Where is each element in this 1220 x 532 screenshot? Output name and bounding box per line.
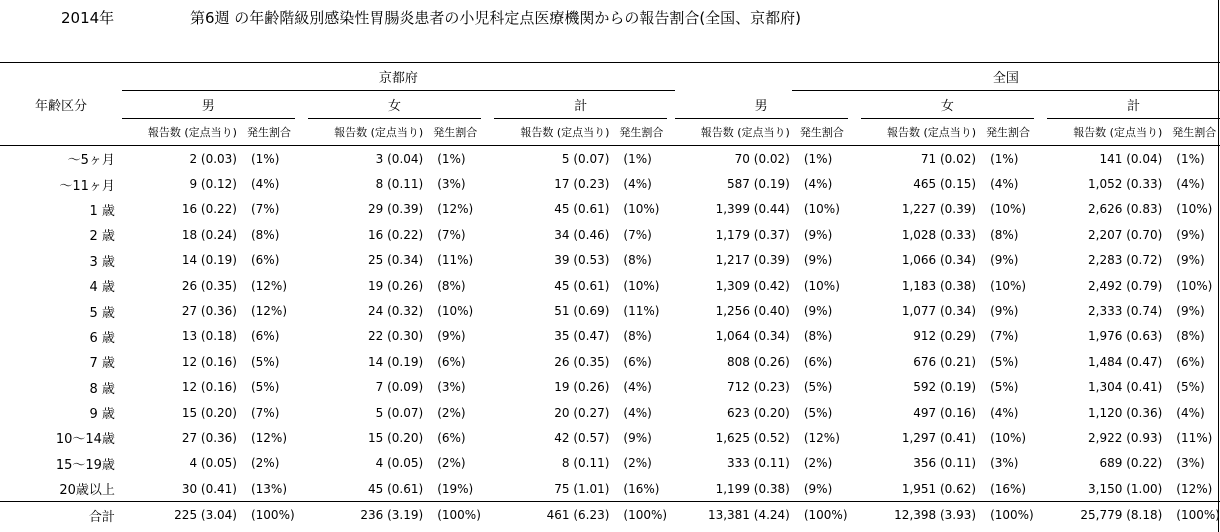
rate-cell: (1%) <box>250 151 280 166</box>
report-count-cell: 1,052 (0.33) <box>1088 177 1163 192</box>
report-count-cell: 808 (0.26) <box>727 354 790 369</box>
report-count-cell: 333 (0.11) <box>727 456 790 471</box>
rate-cell: (9%) <box>990 304 1019 319</box>
rate-cell: (100%) <box>792 502 848 529</box>
report-count-cell: 2,333 (0.74) <box>1088 304 1163 319</box>
count-subheader: 報告数 (定点当り) <box>861 119 978 146</box>
sex-header: 男 <box>675 91 848 119</box>
report-count-cell: 1,064 (0.34) <box>715 329 790 344</box>
rate-cell: (1%) <box>1176 151 1205 166</box>
report-count-cell: 19 (0.26) <box>554 380 610 395</box>
rate-cell: (5%) <box>250 354 280 369</box>
report-count-cell: 42 (0.57) <box>554 430 610 445</box>
report-count-cell: 15 (0.20) <box>181 405 237 420</box>
rate-cell: (3%) <box>990 456 1019 471</box>
report-count-cell: 2,626 (0.83) <box>1088 202 1163 217</box>
report-count-cell: 1,976 (0.63) <box>1088 329 1163 344</box>
rate-cell: (100%) <box>611 502 667 529</box>
report-count-cell: 13,381 (4.24) <box>675 502 792 529</box>
sex-header: 計 <box>1047 91 1220 119</box>
rate-cell: (9%) <box>803 481 833 496</box>
rate-cell: (4%) <box>1176 405 1205 420</box>
report-count-cell: 27 (0.36) <box>181 304 237 319</box>
report-count-cell: 39 (0.53) <box>554 253 610 268</box>
rate-cell: (9%) <box>1176 227 1205 242</box>
rate-cell: (4%) <box>803 177 833 192</box>
rate-cell: (2%) <box>623 456 652 471</box>
report-count-cell: 592 (0.19) <box>913 380 977 395</box>
rate-cell: (4%) <box>990 405 1019 420</box>
report-count-cell: 7 (0.09) <box>375 380 424 395</box>
rate-cell: (10%) <box>1176 202 1213 217</box>
report-count-cell: 15 (0.20) <box>368 430 424 445</box>
rate-cell: (6%) <box>250 329 280 344</box>
report-count-cell: 912 (0.29) <box>913 329 977 344</box>
report-count-cell: 27 (0.36) <box>181 430 237 445</box>
rate-cell: (7%) <box>990 329 1019 344</box>
count-subheader: 報告数 (定点当り) <box>494 119 611 146</box>
rate-cell: (5%) <box>803 380 833 395</box>
table-row <box>0 375 1220 400</box>
report-count-cell: 1,297 (0.41) <box>901 430 977 445</box>
rate-cell: (2%) <box>437 456 466 471</box>
report-count-cell: 18 (0.24) <box>181 227 237 242</box>
report-count-cell: 2 (0.03) <box>189 151 237 166</box>
sex-header: 女 <box>308 91 481 119</box>
rate-cell: (10%) <box>990 430 1027 445</box>
rate-cell: (4%) <box>623 380 652 395</box>
rate-cell: (9%) <box>803 227 833 242</box>
report-count-cell: 1,183 (0.38) <box>901 278 977 293</box>
age-group-label: 10～14歳 <box>55 432 115 448</box>
report-count-cell: 4 (0.05) <box>189 456 237 471</box>
rate-cell: (7%) <box>250 405 280 420</box>
report-count-cell: 13 (0.18) <box>181 329 237 344</box>
report-count-cell: 2,492 (0.79) <box>1088 278 1163 293</box>
report-count-cell: 22 (0.30) <box>368 329 424 344</box>
report-count-cell: 75 (1.01) <box>554 481 610 496</box>
rate-cell: (9%) <box>437 329 466 344</box>
rate-cell: (100%) <box>1164 502 1220 529</box>
rate-cell: (8%) <box>1176 329 1205 344</box>
report-count-cell: 45 (0.61) <box>554 202 610 217</box>
rate-cell: (11%) <box>623 304 660 319</box>
rate-cell: (8%) <box>990 227 1019 242</box>
count-subheader: 報告数 (定点当り) <box>1047 119 1164 146</box>
table-row <box>0 451 1220 476</box>
rate-cell: (9%) <box>990 253 1019 268</box>
count-subheader: 報告数 (定点当り) <box>122 119 239 146</box>
rate-cell: (9%) <box>803 253 833 268</box>
report-count-cell: 14 (0.19) <box>181 253 237 268</box>
table-row <box>0 222 1220 247</box>
report-count-cell: 225 (3.04) <box>122 502 239 529</box>
rate-cell: (8%) <box>803 329 833 344</box>
sub-header-row <box>0 119 1220 146</box>
report-count-cell: 5 (0.07) <box>561 151 610 166</box>
rate-cell: (10%) <box>803 278 840 293</box>
report-count-cell: 12,398 (3.93) <box>861 502 978 529</box>
age-group-label: 合計 <box>0 502 122 529</box>
rate-cell: (10%) <box>990 278 1027 293</box>
total-row <box>0 502 1220 529</box>
report-count-cell: 461 (6.23) <box>494 502 611 529</box>
rate-cell: (1%) <box>623 151 652 166</box>
table-row <box>0 324 1220 349</box>
report-count-cell: 676 (0.21) <box>913 354 977 369</box>
rate-cell: (3%) <box>437 380 466 395</box>
rate-cell: (2%) <box>250 456 280 471</box>
report-count-cell: 1,179 (0.37) <box>715 227 790 242</box>
report-count-cell: 25,779 (8.18) <box>1047 502 1164 529</box>
age-group-label: 7 歳 <box>89 356 115 372</box>
age-group-label: 15～19歳 <box>55 457 115 473</box>
table-row <box>0 146 1220 172</box>
rate-cell: (10%) <box>803 202 840 217</box>
age-group-label: 9 歳 <box>89 407 115 423</box>
report-count-cell: 1,399 (0.44) <box>715 202 790 217</box>
rate-cell: (10%) <box>990 202 1027 217</box>
report-count-cell: 24 (0.32) <box>368 304 424 319</box>
age-group-label: 6 歳 <box>89 330 115 346</box>
rate-cell: (5%) <box>803 405 833 420</box>
table-body <box>0 146 1220 529</box>
report-count-cell: 1,066 (0.34) <box>901 253 977 268</box>
rate-cell: (100%) <box>239 502 295 529</box>
sex-header-row <box>0 91 1220 119</box>
table-row <box>0 349 1220 374</box>
rate-subheader: 発生割合 <box>239 119 295 146</box>
rate-cell: (6%) <box>803 354 833 369</box>
rate-cell: (9%) <box>803 304 833 319</box>
report-count-cell: 8 (0.11) <box>375 177 424 192</box>
table-row <box>0 248 1220 273</box>
rate-cell: (10%) <box>623 278 660 293</box>
rate-cell: (9%) <box>623 430 652 445</box>
report-count-cell: 9 (0.12) <box>189 177 237 192</box>
report-count-cell: 623 (0.20) <box>727 405 790 420</box>
rate-cell: (6%) <box>623 354 652 369</box>
report-count-cell: 2,207 (0.70) <box>1088 227 1163 242</box>
report-count-cell: 141 (0.04) <box>1099 151 1163 166</box>
sex-header: 計 <box>494 91 667 119</box>
report-count-cell: 16 (0.22) <box>368 227 424 242</box>
table-row <box>0 273 1220 298</box>
rate-cell: (12%) <box>250 304 288 319</box>
report-count-cell: 16 (0.22) <box>181 202 237 217</box>
report-count-cell: 2,922 (0.93) <box>1088 430 1163 445</box>
report-count-cell: 17 (0.23) <box>554 177 610 192</box>
report-count-cell: 1,120 (0.36) <box>1088 405 1163 420</box>
rate-cell: (19%) <box>437 481 474 496</box>
rate-cell: (8%) <box>623 253 652 268</box>
report-count-cell: 1,256 (0.40) <box>715 304 790 319</box>
rate-cell: (16%) <box>990 481 1027 496</box>
rate-cell: (5%) <box>990 354 1019 369</box>
rate-cell: (9%) <box>1176 304 1205 319</box>
report-count-cell: 1,304 (0.41) <box>1088 380 1163 395</box>
report-count-cell: 19 (0.26) <box>368 278 424 293</box>
age-group-label: 1 歳 <box>89 203 115 219</box>
age-group-label: 20歳以上 <box>59 483 115 499</box>
count-subheader: 報告数 (定点当り) <box>308 119 425 146</box>
age-group-label: 2 歳 <box>89 229 115 245</box>
age-group-label: ～5ヶ月 <box>67 153 115 169</box>
report-table <box>0 62 1220 528</box>
rate-cell: (9%) <box>1176 253 1205 268</box>
report-count-cell: 236 (3.19) <box>308 502 425 529</box>
rate-cell: (4%) <box>990 177 1019 192</box>
report-count-cell: 14 (0.19) <box>368 354 424 369</box>
rate-cell: (2%) <box>437 405 466 420</box>
report-count-cell: 1,309 (0.42) <box>715 278 790 293</box>
table-row <box>0 425 1220 450</box>
rate-subheader: 発生割合 <box>425 119 481 146</box>
rate-cell: (13%) <box>250 481 288 496</box>
age-group-label: 5 歳 <box>89 305 115 321</box>
rate-subheader: 発生割合 <box>792 119 848 146</box>
age-group-label: 3 歳 <box>89 254 115 270</box>
report-count-cell: 30 (0.41) <box>181 481 237 496</box>
report-count-cell: 45 (0.61) <box>368 481 424 496</box>
report-count-cell: 1,028 (0.33) <box>901 227 977 242</box>
rate-cell: (12%) <box>803 430 840 445</box>
report-count-cell: 712 (0.23) <box>727 380 790 395</box>
age-group-label: 8 歳 <box>89 381 115 397</box>
rate-cell: (12%) <box>1176 481 1213 496</box>
age-group-label: 4 歳 <box>89 280 115 296</box>
rate-cell: (12%) <box>250 278 288 293</box>
rate-cell: (4%) <box>623 177 652 192</box>
rate-cell: (6%) <box>250 253 280 268</box>
table-row <box>0 400 1220 425</box>
rate-cell: (7%) <box>437 227 466 242</box>
rate-cell: (6%) <box>437 354 466 369</box>
report-count-cell: 3,150 (1.00) <box>1088 481 1163 496</box>
report-count-cell: 45 (0.61) <box>554 278 610 293</box>
report-count-cell: 1,077 (0.34) <box>901 304 977 319</box>
sex-header: 男 <box>122 91 295 119</box>
rate-cell: (100%) <box>978 502 1034 529</box>
region-header-national: 全国 <box>792 63 1220 91</box>
region-header-row <box>0 63 1220 91</box>
report-count-cell: 4 (0.05) <box>375 456 424 471</box>
count-subheader: 報告数 (定点当り) <box>675 119 792 146</box>
rate-cell: (6%) <box>1176 354 1205 369</box>
age-group-label: ～11ヶ月 <box>59 178 115 194</box>
rate-cell: (4%) <box>250 177 280 192</box>
rate-cell: (16%) <box>623 481 660 496</box>
rate-cell: (11%) <box>1176 430 1213 445</box>
report-count-cell: 8 (0.11) <box>561 456 610 471</box>
rate-cell: (10%) <box>623 202 660 217</box>
report-count-cell: 12 (0.16) <box>181 354 237 369</box>
report-count-cell: 2,283 (0.72) <box>1088 253 1163 268</box>
report-count-cell: 497 (0.16) <box>913 405 977 420</box>
rate-cell: (12%) <box>250 430 288 445</box>
report-count-cell: 1,227 (0.39) <box>901 202 977 217</box>
rate-cell: (1%) <box>437 151 466 166</box>
rate-cell: (10%) <box>1176 278 1213 293</box>
rate-cell: (5%) <box>250 380 280 395</box>
report-count-cell: 34 (0.46) <box>554 227 610 242</box>
rate-cell: (3%) <box>437 177 466 192</box>
rate-subheader: 発生割合 <box>611 119 667 146</box>
rate-subheader: 発生割合 <box>978 119 1034 146</box>
rate-cell: (11%) <box>437 253 474 268</box>
rate-cell: (7%) <box>250 202 280 217</box>
report-count-cell: 356 (0.11) <box>913 456 977 471</box>
report-count-cell: 1,217 (0.39) <box>715 253 790 268</box>
report-count-cell: 26 (0.35) <box>181 278 237 293</box>
report-count-cell: 35 (0.47) <box>554 329 610 344</box>
rate-cell: (8%) <box>437 278 466 293</box>
report-count-cell: 1,484 (0.47) <box>1088 354 1163 369</box>
report-count-cell: 29 (0.39) <box>368 202 424 217</box>
report-count-cell: 465 (0.15) <box>913 177 977 192</box>
report-count-cell: 25 (0.34) <box>368 253 424 268</box>
report-count-cell: 12 (0.16) <box>181 380 237 395</box>
report-title: 第6週 の年齢階級別感染性胃腸炎患者の小児科定点医療機関からの報告割合(全国、京都府) <box>190 9 802 27</box>
rate-cell: (3%) <box>1176 456 1205 471</box>
rate-cell: (10%) <box>437 304 474 319</box>
rate-cell: (2%) <box>803 456 833 471</box>
report-count-cell: 51 (0.69) <box>554 304 610 319</box>
rate-cell: (7%) <box>623 227 652 242</box>
rate-subheader: 発生割合 <box>1164 119 1220 146</box>
rate-cell: (1%) <box>803 151 833 166</box>
report-count-cell: 689 (0.22) <box>1099 456 1163 471</box>
report-count-cell: 71 (0.02) <box>920 151 977 166</box>
rate-cell: (8%) <box>623 329 652 344</box>
table-row <box>0 298 1220 323</box>
table-row <box>0 171 1220 196</box>
rate-cell: (5%) <box>990 380 1019 395</box>
report-count-cell: 1,625 (0.52) <box>715 430 790 445</box>
rate-cell: (4%) <box>623 405 652 420</box>
report-count-cell: 3 (0.04) <box>375 151 424 166</box>
report-count-cell: 70 (0.02) <box>734 151 790 166</box>
report-count-cell: 26 (0.35) <box>554 354 610 369</box>
rate-cell: (4%) <box>1176 177 1205 192</box>
report-count-cell: 1,951 (0.62) <box>901 481 977 496</box>
rate-cell: (100%) <box>425 502 481 529</box>
table-row <box>0 476 1220 502</box>
rate-cell: (8%) <box>250 227 280 242</box>
age-column-header: 年齢区分 <box>0 63 122 146</box>
rate-cell: (1%) <box>990 151 1019 166</box>
sex-header: 女 <box>861 91 1034 119</box>
report-count-cell: 587 (0.19) <box>727 177 790 192</box>
rate-cell: (5%) <box>1176 380 1205 395</box>
rate-cell: (12%) <box>437 202 474 217</box>
rate-cell: (6%) <box>437 430 466 445</box>
region-header-kyoto: 京都府 <box>122 63 675 91</box>
report-count-cell: 20 (0.27) <box>554 405 610 420</box>
table-row <box>0 197 1220 222</box>
report-year: 2014年 <box>61 9 115 27</box>
report-count-cell: 5 (0.07) <box>375 405 424 420</box>
report-count-cell: 1,199 (0.38) <box>715 481 790 496</box>
